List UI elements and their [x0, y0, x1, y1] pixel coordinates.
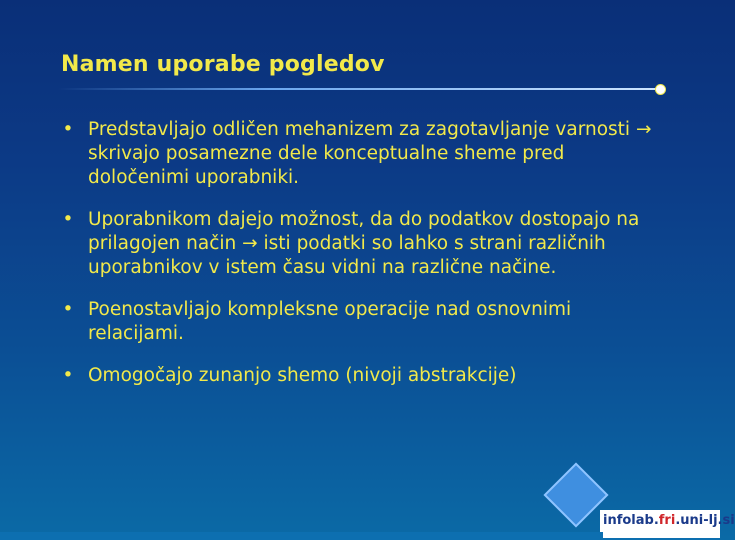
- bullet-item: [60, 118, 670, 190]
- bullet-item: [60, 364, 670, 388]
- bullet-text: Omogočajo zunanjo shemo (nivoji abstrakcije): [88, 365, 517, 386]
- logo-subline: [603, 532, 720, 538]
- bullet-list: [60, 118, 670, 388]
- bullet-text: Predstavljajo odličen mehanizem za zagotavljanje varnosti → skrivajo posamezne dele konceptualne sheme pred določenimi uporabniki.: [88, 119, 652, 188]
- logo-text: [600, 510, 735, 532]
- bullet-marker-icon: •: [62, 209, 74, 230]
- logo-text-right: .uni-lj.si: [675, 513, 735, 528]
- logo-diamond-icon: [543, 462, 608, 527]
- slide-title: Namen uporabe pogledov: [61, 52, 385, 77]
- bullet-text: Poenostavljajo kompleksne operacije nad osnovnimi relacijami.: [88, 299, 572, 344]
- bullet-marker-icon: •: [62, 119, 74, 140]
- bullet-text: Uporabnikom dajejo možnost, da do podatkov dostopajo na prilagojen način → isti podatki so lahko s strani različnih uporabnikov v istem času vidni na različne načine.: [88, 209, 640, 278]
- logo-text-left: infolab.: [603, 513, 659, 528]
- logo-text-middle: fri: [658, 513, 676, 528]
- infolab-logo: [545, 470, 735, 540]
- bullet-marker-icon: •: [62, 365, 74, 386]
- bullet-item: [60, 298, 670, 346]
- bullet-marker-icon: •: [62, 299, 74, 320]
- title-dot-ornament: [655, 84, 666, 95]
- bullet-item: [60, 208, 670, 280]
- title-underline: [58, 88, 662, 90]
